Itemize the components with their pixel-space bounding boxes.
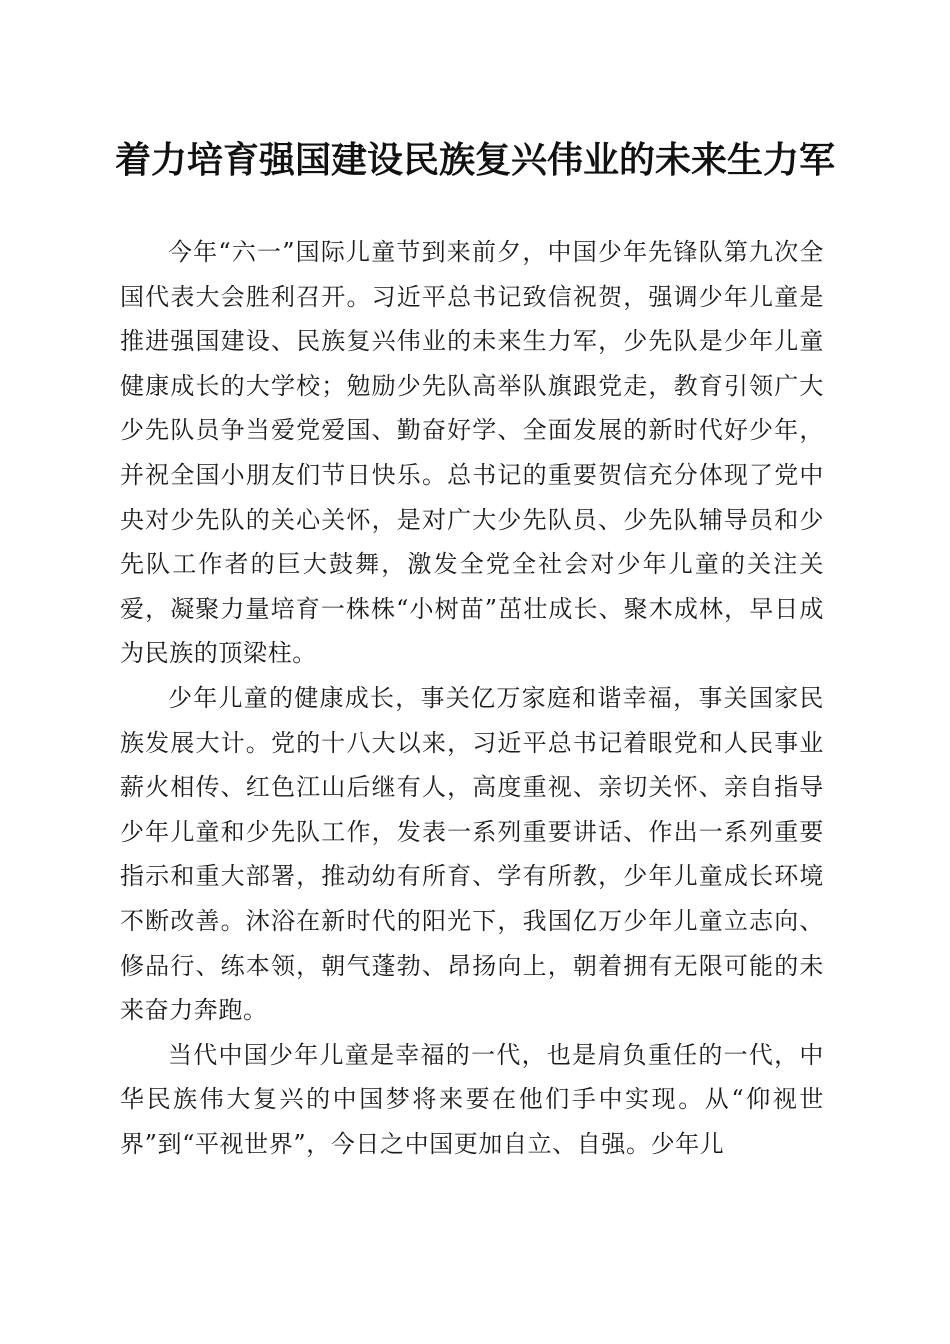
- document-title: 着力培育强国建设民族复兴伟业的未来生力军: [114, 139, 835, 181]
- paragraph-1: 今年“六一”国际儿童节到来前夕，中国少年先锋队第九次全国代表大会胜利召开。习近平总书记致信祝贺，强调少年儿童是推进强国建设、民族复兴伟业的未来生力军，少先队是少年儿童健康成长的大学校；勉励少先队高举队旗跟党走，教育引领广大少先队员争当爱党爱国、勤奋好学、全面发展的新时代好少年，并祝全国小朋友们节日快乐。总书记的重要贺信充分体现了党中央对少先队的关心关怀，是对广大少先队员、少先队辅导员和少先队工作者的巨大鼓舞，激发全党全社会对少年儿童的关注关爱，凝聚力量培育一株株“小树苗”茁壮成长、聚木成林，早日成为民族的顶梁柱。: [120, 238, 824, 668]
- paragraph-2: 少年儿童的健康成长，事关亿万家庭和谐幸福，事关国家民族发展大计。党的十八大以来，习近平总书记着眼党和人民事业薪火相传、红色江山后继有人，高度重视、亲切关怀、亲自指导少年儿童和少先队工作，发表一系列重要讲话、作出一系列重要指示和重大部署，推动幼有所育、学有所教，少年儿童成长环境不断改善。沐浴在新时代的阳光下，我国亿万少年儿童立志向、修品行、练本领，朝气蓬勃、昂扬向上，朝着拥有无限可能的未来奋力奔跑。: [120, 683, 824, 1025]
- document-body: [120, 230, 824, 1166]
- paragraph-3: 当代中国少年儿童是幸福的一代，也是肩负重任的一代，中华民族伟大复兴的中国梦将来要在他们手中实现。从“仰视世界”到“平视世界”，今日之中国更加自立、自强。少年儿: [120, 1040, 824, 1158]
